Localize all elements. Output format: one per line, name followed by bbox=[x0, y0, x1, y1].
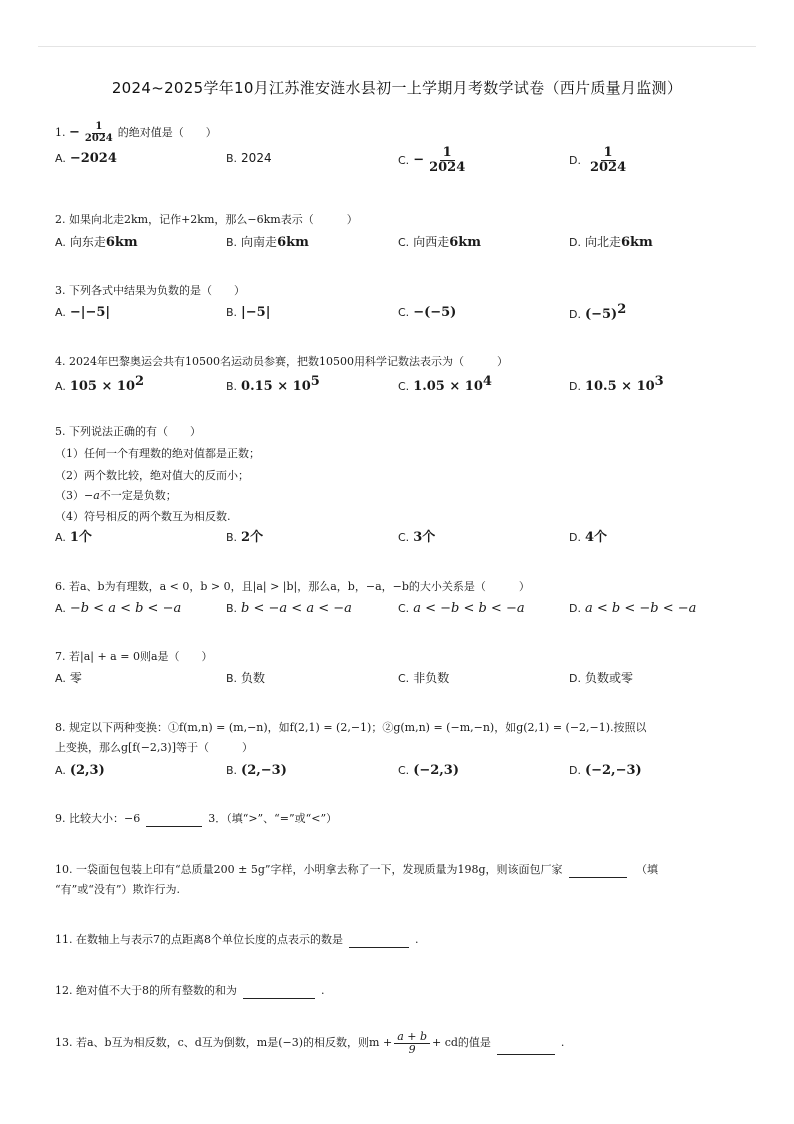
option-value: (−2,3) bbox=[413, 763, 459, 778]
fraction-denominator: 2024 bbox=[429, 159, 466, 175]
option-d[interactable] bbox=[569, 670, 633, 687]
option-label: A. bbox=[55, 380, 66, 393]
option-value: a < b < −b < −a bbox=[584, 601, 697, 616]
answer-blank[interactable] bbox=[146, 814, 202, 827]
question-text: 规定以下两种变换：①f(m,n) = (m,−n)，如f(2,1) = (2,−1)；②g(m,n) = (−m,−n)，如g(2,1) = (−2,−1).按照以 bbox=[69, 721, 647, 734]
fraction-denominator: 2024 bbox=[589, 159, 627, 175]
question-text: . bbox=[321, 984, 325, 997]
page-title: 2024~2025学年10月江苏淮安涟水县初一上学期月考数学试卷（西片质量月监测） bbox=[111, 79, 683, 97]
option-text: 向东走 bbox=[69, 235, 106, 249]
option-b[interactable] bbox=[226, 150, 272, 167]
question-4 bbox=[55, 354, 508, 370]
fraction bbox=[426, 146, 468, 174]
answer-blank[interactable] bbox=[349, 935, 409, 948]
option-c[interactable] bbox=[398, 146, 470, 174]
question-text: 3．（填“>”、“=”或“<”） bbox=[208, 812, 338, 825]
option-b[interactable] bbox=[226, 304, 270, 321]
exponent: 2 bbox=[617, 302, 627, 317]
answer-blank[interactable] bbox=[497, 1042, 555, 1055]
question-number: 12. bbox=[55, 984, 73, 997]
option-d[interactable] bbox=[569, 762, 642, 779]
option-label: D. bbox=[569, 308, 581, 321]
question-number: 11. bbox=[55, 933, 73, 946]
option-c[interactable] bbox=[398, 234, 481, 251]
option-value: −(−5) bbox=[413, 305, 457, 320]
statement-number: （3） bbox=[55, 489, 84, 502]
option-d[interactable] bbox=[569, 600, 696, 617]
option-label: C. bbox=[398, 380, 410, 393]
question-text: 如果向北走2km，记作+2km，那么−6km表示（ ） bbox=[69, 213, 358, 226]
option-b[interactable] bbox=[226, 762, 287, 779]
question-text: . bbox=[415, 933, 419, 946]
option-label: B. bbox=[226, 306, 238, 319]
question-text: 下列说法正确的有（ ） bbox=[69, 425, 201, 438]
question-number: 9. bbox=[55, 812, 66, 825]
statement-text: 不一定是负数； bbox=[99, 489, 177, 502]
option-label: C. bbox=[398, 764, 410, 777]
question-text: + cd的值是 bbox=[432, 1036, 491, 1050]
option-value: 3个 bbox=[413, 530, 436, 545]
question-number: 13. bbox=[55, 1036, 73, 1050]
question-3 bbox=[55, 283, 245, 299]
option-value: (2,−3) bbox=[241, 763, 287, 778]
question-text: . bbox=[560, 1036, 565, 1050]
option-value: −b < a < b < −a bbox=[69, 601, 182, 616]
question-number: 5. bbox=[55, 425, 66, 438]
option-label: D. bbox=[569, 236, 581, 249]
option-label: C. bbox=[398, 306, 410, 319]
option-b[interactable] bbox=[226, 374, 320, 395]
option-value: −2024 bbox=[69, 151, 117, 166]
top-rule bbox=[38, 46, 756, 47]
question-number: 1. bbox=[55, 126, 66, 139]
statement-2: （2）两个数比较，绝对值大的反而小； bbox=[55, 469, 249, 482]
exponent: 2 bbox=[135, 374, 145, 389]
question-number: 8. bbox=[55, 721, 66, 734]
question-text: 绝对值不大于8的所有整数的和为 bbox=[76, 984, 237, 997]
question-9 bbox=[55, 811, 337, 827]
option-value: 6km bbox=[105, 235, 138, 250]
option-value: |−5| bbox=[241, 305, 271, 320]
option-b[interactable] bbox=[226, 529, 263, 546]
option-value: 1个 bbox=[69, 530, 92, 545]
option-value: b < −a < a < −a bbox=[241, 601, 352, 616]
statement-1: （1）任何一个有理数的绝对值都是正数； bbox=[55, 447, 260, 460]
statement-3 bbox=[55, 488, 177, 504]
question-6 bbox=[55, 579, 530, 595]
question-text: 在数轴上与表示7的点距离8个单位长度的点表示的数是 bbox=[76, 933, 343, 946]
option-label: B. bbox=[226, 672, 238, 685]
option-a[interactable] bbox=[55, 762, 105, 779]
option-d[interactable] bbox=[569, 529, 607, 546]
option-label: A. bbox=[55, 236, 66, 249]
option-value: a < −b < b < −a bbox=[413, 601, 525, 616]
option-label: C. bbox=[398, 602, 410, 615]
option-label: C. bbox=[398, 153, 410, 167]
option-d[interactable] bbox=[569, 234, 653, 251]
question-5 bbox=[55, 424, 201, 440]
option-c[interactable] bbox=[398, 600, 525, 617]
question-number: 10. bbox=[55, 863, 73, 876]
option-value: 非负数 bbox=[413, 671, 450, 685]
question-10 bbox=[55, 862, 658, 878]
question-text: （填 bbox=[636, 863, 659, 876]
option-label: A. bbox=[55, 764, 66, 777]
option-text: 向西走 bbox=[413, 235, 450, 249]
question-text: 2024年巴黎奥运会共有10500名运动员参赛，把数10500用科学记数法表示为（ ） bbox=[69, 355, 508, 368]
option-label: B. bbox=[226, 236, 238, 249]
question-7 bbox=[55, 649, 213, 665]
option-label: C. bbox=[398, 236, 410, 249]
option-value: (−5) bbox=[584, 307, 618, 322]
option-label: B. bbox=[226, 380, 238, 393]
question-number: 2. bbox=[55, 213, 66, 226]
option-value: 2024 bbox=[241, 151, 272, 165]
option-value: 负数或零 bbox=[584, 671, 633, 685]
option-label: B. bbox=[226, 152, 238, 165]
option-c[interactable] bbox=[398, 529, 435, 546]
option-label: B. bbox=[226, 764, 238, 777]
fraction-numerator: a + b bbox=[394, 1031, 430, 1044]
option-label: A. bbox=[55, 602, 66, 615]
option-d[interactable] bbox=[569, 374, 664, 395]
question-12 bbox=[55, 983, 325, 999]
option-text: 向南走 bbox=[241, 235, 278, 249]
option-label: D. bbox=[569, 380, 581, 393]
question-2 bbox=[55, 212, 358, 228]
option-value: 10.5 × 10 bbox=[584, 379, 655, 394]
option-value: −|−5| bbox=[69, 305, 111, 320]
option-b[interactable] bbox=[226, 670, 265, 687]
option-label: A. bbox=[55, 152, 66, 165]
fraction bbox=[394, 1031, 430, 1055]
option-a[interactable] bbox=[55, 150, 117, 167]
question-text: 下列各式中结果为负数的是（ ） bbox=[69, 284, 245, 297]
option-a[interactable] bbox=[55, 304, 110, 321]
option-label: D. bbox=[569, 153, 581, 167]
option-b[interactable] bbox=[226, 600, 352, 617]
minus-sign: − bbox=[413, 152, 425, 168]
answer-blank[interactable] bbox=[243, 986, 315, 999]
option-a[interactable] bbox=[55, 600, 181, 617]
option-value: 6km bbox=[620, 235, 653, 250]
question-number: 4. bbox=[55, 355, 66, 368]
fraction-denominator: 9 bbox=[408, 1042, 416, 1056]
option-d[interactable] bbox=[569, 302, 626, 323]
option-value: 6km bbox=[277, 235, 309, 250]
fraction-numerator: 1 bbox=[601, 146, 616, 161]
question-number: 6. bbox=[55, 580, 66, 593]
fraction bbox=[587, 146, 629, 174]
question-number: 3. bbox=[55, 284, 66, 297]
option-value: 1.05 × 10 bbox=[413, 379, 483, 394]
option-c[interactable] bbox=[398, 304, 456, 321]
question-text: 的绝对值是（ ） bbox=[117, 126, 217, 139]
option-label: D. bbox=[569, 602, 581, 615]
option-c[interactable] bbox=[398, 670, 449, 687]
option-label: A. bbox=[55, 672, 66, 685]
question-text: 若a、b为有理数，a < 0，b > 0，且|a| > |b|，那么a，b，−a，−b的大小关系是（ ） bbox=[69, 580, 530, 593]
option-label: B. bbox=[226, 602, 238, 615]
option-value: 6km bbox=[449, 235, 482, 250]
option-label: B. bbox=[226, 531, 238, 544]
option-b[interactable] bbox=[226, 234, 309, 251]
option-a[interactable] bbox=[55, 670, 82, 687]
question-number: 7. bbox=[55, 650, 66, 663]
option-value: 零 bbox=[69, 671, 82, 685]
question-text: 一袋面包包装上印有“总质量200 ± 5g”字样，小明拿去称了一下，发现质量为198g，则该面包厂家 bbox=[76, 863, 563, 876]
option-a[interactable] bbox=[55, 234, 138, 251]
math-expression: −a bbox=[84, 489, 100, 502]
option-value: (2,3) bbox=[69, 763, 105, 778]
option-a[interactable] bbox=[55, 529, 92, 546]
fraction-denominator: 2024 bbox=[84, 132, 113, 144]
question-8 bbox=[55, 720, 647, 736]
option-label: D. bbox=[569, 764, 581, 777]
option-c[interactable] bbox=[398, 374, 492, 395]
exponent: 3 bbox=[654, 374, 664, 389]
option-label: A. bbox=[55, 531, 66, 544]
question-text: 若|a| + a = 0则a是（ ） bbox=[69, 650, 213, 663]
option-value: 0.15 × 10 bbox=[241, 379, 311, 394]
fraction-numerator: 1 bbox=[92, 122, 105, 134]
question-11 bbox=[55, 932, 419, 948]
option-label: D. bbox=[569, 672, 581, 685]
option-a[interactable] bbox=[55, 374, 144, 395]
option-d[interactable] bbox=[569, 146, 631, 174]
option-label: C. bbox=[398, 531, 410, 544]
question-text: 比较大小：−6 bbox=[69, 812, 141, 825]
question-10-continued: “有”或“没有”）欺诈行为. bbox=[55, 883, 180, 896]
minus-sign: − bbox=[69, 125, 80, 140]
exponent: 4 bbox=[482, 374, 492, 389]
option-value: 2个 bbox=[241, 530, 264, 545]
option-value: 4个 bbox=[584, 530, 608, 545]
exponent: 5 bbox=[310, 374, 320, 389]
option-c[interactable] bbox=[398, 762, 459, 779]
option-value: 105 × 10 bbox=[69, 379, 135, 394]
option-value: 负数 bbox=[241, 671, 266, 685]
question-1 bbox=[55, 122, 217, 144]
statement-4: （4）符号相反的两个数互为相反数. bbox=[55, 510, 231, 523]
fraction bbox=[82, 122, 116, 144]
question-13 bbox=[55, 1031, 564, 1055]
question-text: 若a、b互为相反数，c、d互为倒数，m是(−3)的相反数，则m + bbox=[76, 1036, 393, 1050]
option-label: D. bbox=[569, 531, 581, 544]
option-label: C. bbox=[398, 672, 410, 685]
option-label: A. bbox=[55, 306, 66, 319]
option-value: (−2,−3) bbox=[584, 763, 642, 778]
question-8-continued: 上变换，那么g[f(−2,3)]等于（ ） bbox=[55, 741, 253, 754]
option-text: 向北走 bbox=[584, 235, 621, 249]
fraction-numerator: 1 bbox=[440, 146, 455, 161]
answer-blank[interactable] bbox=[569, 865, 627, 878]
